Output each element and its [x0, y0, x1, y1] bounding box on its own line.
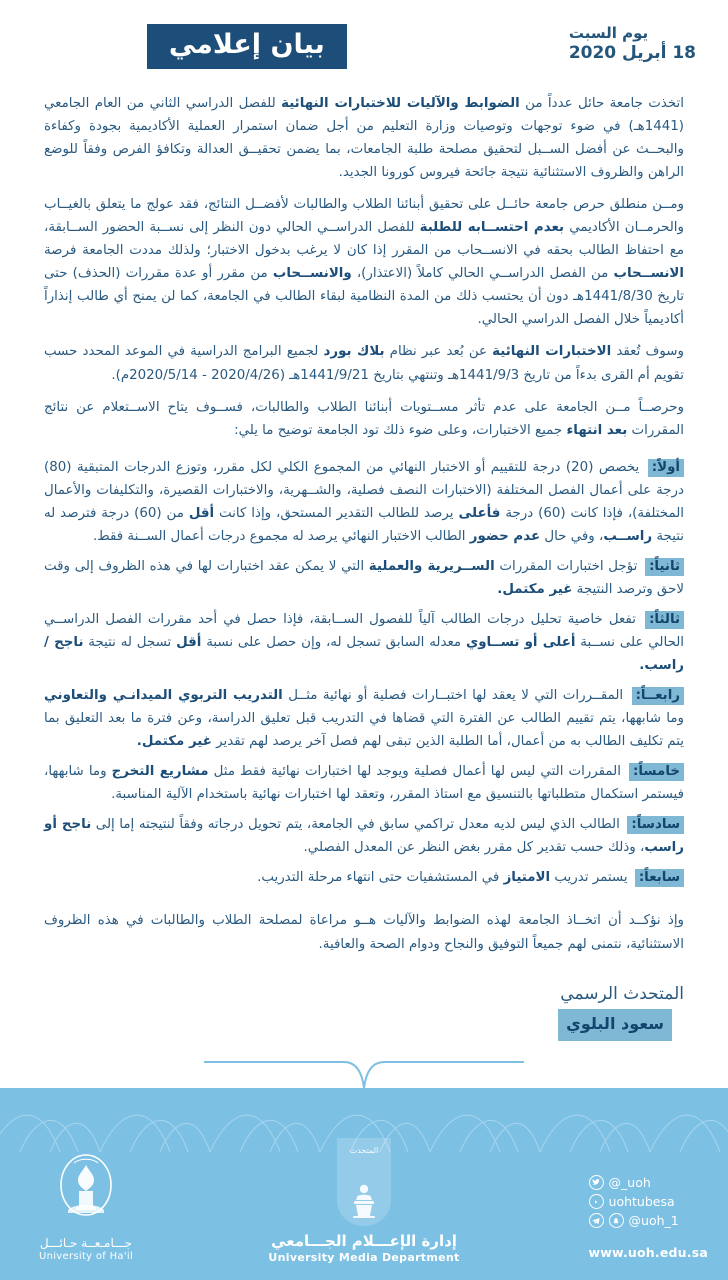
book-divider [0, 1052, 728, 1088]
date-full: 18 أبريل 2020 [568, 42, 696, 63]
provision-text: المقررات التي ليس لها أعمال فصلية ويوجد لها اختبارات نهائية فقط مثل مشاريع التخرج وما شابهها، فيستمر استكمال متطلباتها بالتنسيق مع استاذ المقرر، وتعقد لها اختبارات نهائية باستخدام الآلية المناسبة. [44, 764, 684, 803]
twitter-handle: @_uoh [608, 1174, 651, 1190]
statement-date [569, 25, 696, 67]
telegram-handle: @uoh_1 [628, 1213, 679, 1229]
page-title: بيان إعلامي [147, 24, 347, 69]
provision-text: تفعل خاصية تحليل درجات الطالب آلياً للفصول الســابقة، فإذا حصل في أحد مقررات الفصل الدراســي الحالي على نســبة أعلى أو تســاوي معدله السابق تسجل له، وإن حصل على نسبة أقل تسجل له نتيجة ناجح / راسب. [44, 611, 685, 674]
university-logo [20, 1153, 152, 1264]
provision-item [44, 813, 684, 859]
provision-tag: رابعــاً: [632, 687, 684, 705]
provision-item [44, 456, 684, 548]
spokesperson-role: المتحدث الرسمي [560, 983, 684, 1004]
provision-tag: ثالثاً: [645, 611, 684, 629]
social-links [589, 1173, 708, 1265]
paragraph-3: وسوف تُعقد الاختبارات النهائية عن بُعد عبر نظام بلاك بورد لجميع البرامج الدراسية في الموعد المحدد حسب تقويم أم القرى بدءاً من تاريخ 1441/9/3هـ وتنتهي بتاريخ 1441/9/21هـ (2020/4/26 - 2020/5/14م). [44, 344, 684, 383]
provision-text: تؤجل اختبارات المقررات الســريرية والعملية التي لا يمكن عقد اختبارات لها في هذه الظروف إلى وقت لاحق وترصد النتيجة غير مكتمل. [44, 558, 684, 597]
provision-text: المقــررات التي لا يعقد لها اختبــارات فصلية أو نهائية مثــل التدريب التربوي الميدانـي والتعاوني وما شابهها، يتم تقييم الطالب عن الفترة التي قضاها في التدريب قبل تعليق الدراسة، وعن فترة ما بعد التعليق بما يتم تكليف الطالب به من أعمال، أما الطلبة الذين تبقى لهم فصل آخر يرصد لهم تقدير غير مكتمل. [44, 688, 684, 750]
statement-body [0, 92, 728, 1041]
university-name-en: University of Ha'il [38, 1251, 134, 1262]
provisions-list [44, 456, 684, 890]
spokesperson-name: سعود البلوي [558, 1009, 672, 1041]
provision-tag: سابعاً: [635, 869, 684, 887]
provision-tag: خامساً: [629, 763, 684, 781]
footer-content [0, 1088, 728, 1280]
closing-paragraph: وإذ نؤكــد أن اتخــاذ الجامعة لهذه الضوابط والآليات هــو مراعاة لمصلحة الطلاب والطالبات في هذه الظروف الاستثنائية، نتمنى لهم جميعاً التوفيق والنجاح ودوام الصحة والعافية. [44, 913, 684, 952]
provision-text: الطالب الذي ليس لديه معدل تراكمي سابق في الجامعة، يتم تحويل درجاته وفقاً لنتيجته إما إلى ناجح أو راسب، وذلك حسب تقدير كل مقرر بغض النظر عن المعدل الفصلي. [44, 817, 684, 856]
spokesperson-podium-icon [337, 1138, 391, 1226]
media-department-logo [234, 1138, 494, 1264]
speaker-at-podium-icon [347, 1182, 381, 1218]
paragraph-4: وحرصــاً مــن الجامعة على عدم تأثر مســتويات أبنائنا الطلاب والطالبات، فســوف يتاح الاســتعلام عن نتائج المقررات بعد انتهاء جميع الاختبارات، وعلى ضوء ذلك تود الجامعة توضيح ما يلي: [44, 399, 684, 438]
youtube-handle: uohtubesa [608, 1193, 675, 1209]
header [0, 0, 728, 92]
provision-tag: سادساً: [627, 816, 684, 834]
snapchat-icon [609, 1213, 624, 1228]
provision-item [44, 866, 684, 889]
footer [0, 1088, 728, 1280]
provision-item [44, 684, 684, 753]
social-row-telegram[interactable] [589, 1211, 708, 1230]
signature-block [44, 982, 684, 1041]
website-link[interactable]: www.uoh.edu.sa [588, 1244, 708, 1260]
provision-item [44, 760, 684, 806]
social-row-twitter[interactable] [589, 1173, 708, 1192]
provision-text: يستمر تدريب الامتياز في المستشفيات حتى انتهاء مرحلة التدريب. [257, 870, 632, 886]
open-book-icon [194, 1050, 534, 1090]
twitter-icon [589, 1175, 604, 1190]
youtube-icon [589, 1194, 604, 1209]
provision-tag: أولاً: [648, 459, 684, 477]
telegram-icon [589, 1213, 604, 1228]
podium-label: المتحدث [349, 1146, 379, 1155]
paragraph-2: ومــن منطلق حرص جامعة حائــل على تحقيق أبنائنا الطلاب والطالبات لأفضــل النتائج، فقد عولج ما يتعلق بالغيــاب والحرمــان الأكاديمي بعدم احتســابه للطلبة للفصل الدراســي الحالي دون النظر إلى نســبة الحضور الســابقة، مع احتفاظ الطالب بحقه في الانســحاب من المقرر إذا كان لا يرغب بدخول الاختبار؛ ولذلك مددت الجامعة فرصة الانســحاب من الفصل الدراســي الحالي كاملاً (الاعتذار)، والانســحاب من مقرر أو عدة مقررات (الحذف) حتى تاريخ 1441/8/30هـ دون أن يحتسب ذلك من المدة النظامية لبقاء الطالب في الجامعة، كما لن يمنح أي طالب إنذاراً أكاديمياً خلال الفصل الدراسي الحالي. [44, 197, 684, 328]
provision-text: يخصص (20) درجة للتقييم أو الاختبار النهائي من المجموع الكلي لكل مقرر، وتوزع الدرجات المتبقية (80) درجة على أعمال الفصل المختلفة (الاختبارات النصف فصلية، والشــهرية، والاختبارات القصيرة، والتكليفات والأعمال المختلفة)، فإذا كانت (60) درجة فأعلى يرصد للطالب التقدير المستحق، وإذا كانت أقل من (60) درجة فترصد له نتيجة راســب، وفي حال عدم حضور الطالب الاختبار النهائي يرصد له مجموع درجات أعمال الســنة فقط. [44, 459, 684, 544]
media-department-name-en: University Media Department [268, 1251, 460, 1264]
provision-item [44, 608, 684, 677]
media-department-name-ar: إدارة الإعـــلام الجـــامعي [271, 1232, 457, 1250]
university-name-ar: جـــامـعــة حـائـــل [39, 1236, 133, 1250]
provision-item [44, 555, 684, 601]
paragraph-1: اتخذت جامعة حائل عدداً من الضوابط والآليات للاختبارات النهائية للفصل الدراسي الثاني من العام الجامعي (1441هـ) في ضوء توجهات وتوصيات وزارة التعليم من أجل ضمان استمرار العملية الأكاديمية بجودة وكفاءة والبحــث عن أفضل الســبل لتحقيق مصلحة طلبة الجامعات، بما يضمن تحقيــق العدالة وتكافؤ الفرص وفقاً للوضع الراهن والظروف الاستثنائية نتيجة جائحة فيروس كورونا الجديد. [44, 96, 684, 181]
provision-tag: ثانياً: [645, 558, 684, 576]
date-day: يوم السبت [568, 24, 649, 43]
social-row-youtube[interactable] [589, 1192, 708, 1211]
university-torch-emblem-icon [54, 1153, 118, 1227]
